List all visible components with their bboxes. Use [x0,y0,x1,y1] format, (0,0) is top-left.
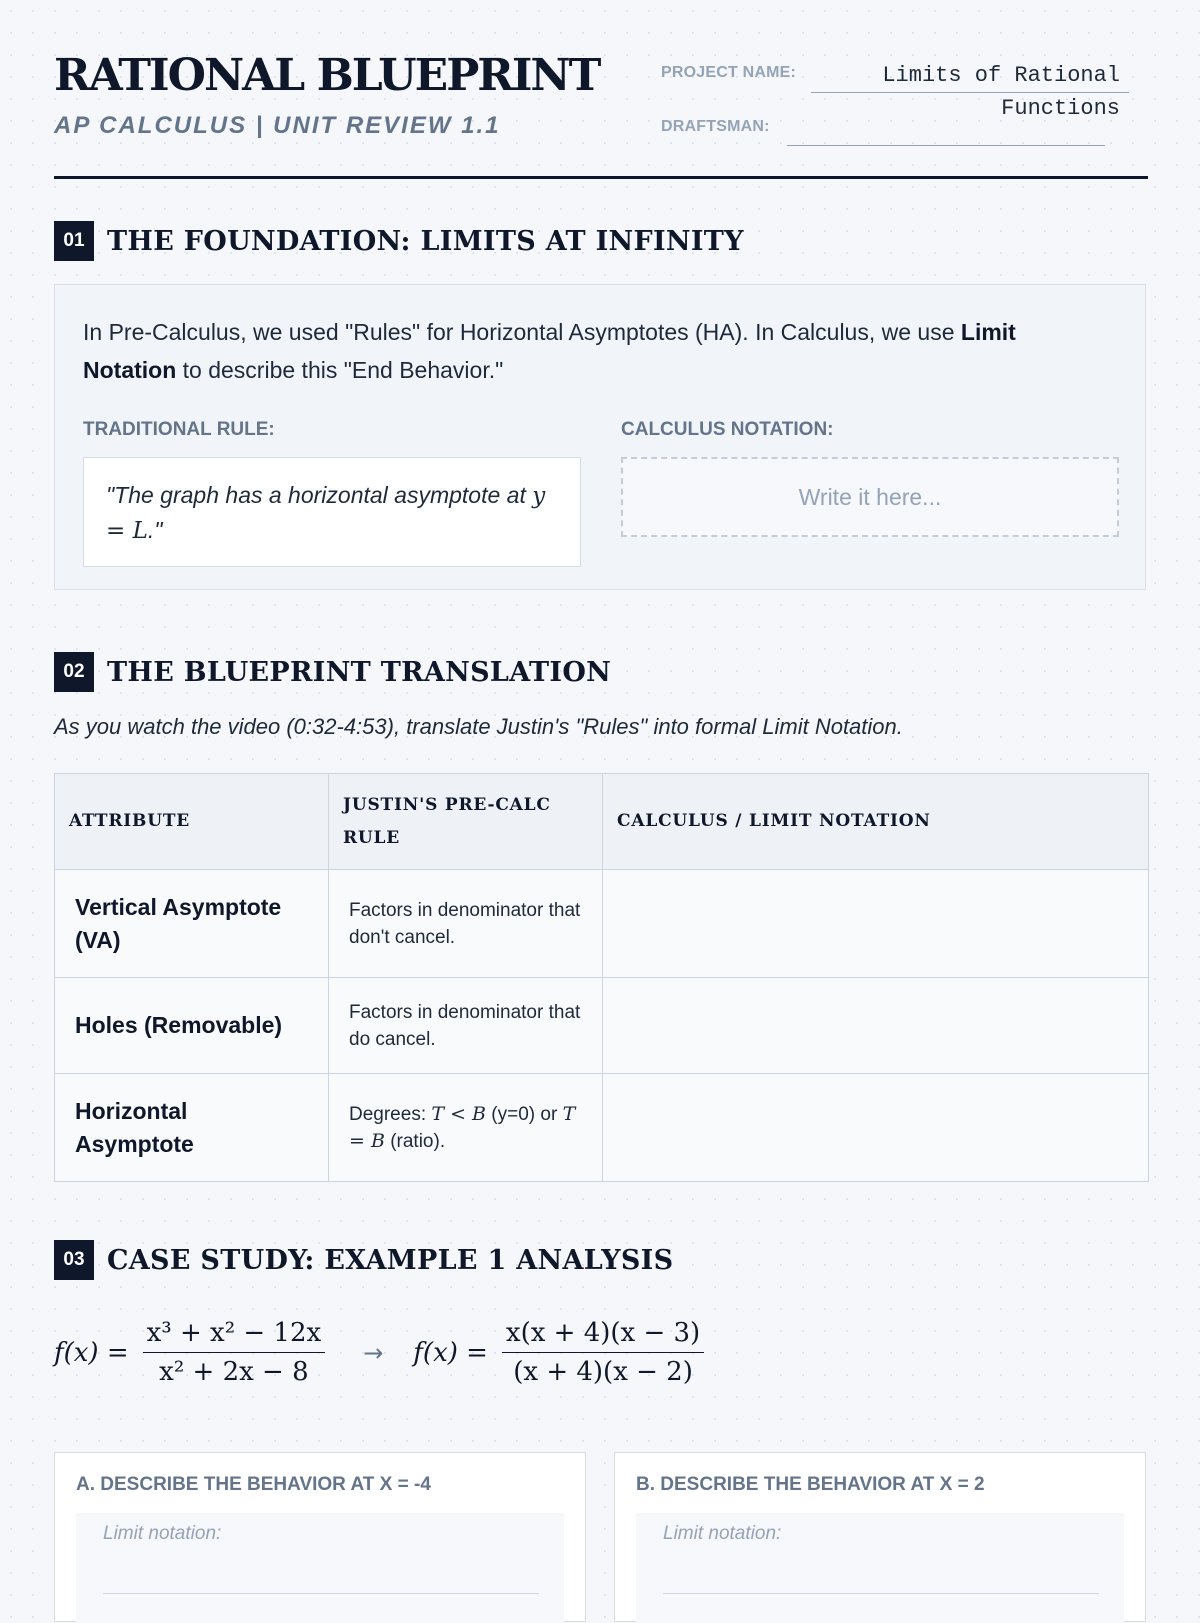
section-3-heading [54,1240,673,1280]
limit-notation-placeholder: Limit notation: [103,1523,222,1544]
case-card-title: B. DESCRIBE THE BEHAVIOR AT X = 2 [636,1474,985,1495]
calculus-notation-placeholder: Write it here... [798,483,942,510]
limit-notation-placeholder: Limit notation: [663,1523,782,1544]
notation-answer-cell[interactable] [603,978,1149,1074]
translation-table [54,773,1148,1182]
section-number-badge: 02 [54,652,94,692]
factored-fraction [502,1318,704,1387]
rule-cell: Factors in denominator that don't cancel. [329,870,603,978]
limit-notation-input[interactable] [76,1513,564,1623]
fraction-denominator: x² + 2x − 8 [159,1357,309,1387]
case-card-a [54,1452,586,1622]
column-header-rule: JUSTIN'S PRE-CALC RULE [329,774,603,870]
example-equation [54,1318,712,1387]
fraction-denominator: (x + 4)(x − 2) [513,1357,693,1387]
project-name-field[interactable]: Limits of Rational Functions [882,63,1120,121]
case-card-b [614,1452,1146,1622]
draftsman-label: DRAFTSMAN: [661,118,770,135]
foundation-panel [54,284,1146,590]
draftsman-underline [787,145,1105,146]
section-title: THE FOUNDATION: LIMITS AT INFINITY [107,225,744,257]
page-title: RATIONAL BLUEPRINT [54,50,600,101]
section-title: THE BLUEPRINT TRANSLATION [107,656,612,688]
answer-line [663,1593,1099,1594]
column-header-notation: CALCULUS / LIMIT NOTATION [603,774,1149,870]
table-row [55,1074,1149,1182]
project-name-label: PROJECT NAME: [661,64,797,81]
fraction-numerator: x³ + x² − 12x [143,1318,326,1353]
notation-answer-cell[interactable] [603,1074,1149,1182]
attribute-cell: Horizontal Asymptote [55,1074,329,1182]
rule-cell: Factors in denominator that do cancel. [329,978,603,1074]
attribute-cell: Holes (Removable) [55,978,329,1074]
calculus-notation-label: CALCULUS NOTATION: [621,419,834,440]
rule-cell: Degrees: T < B (y=0) or T = B (ratio). [329,1074,603,1182]
table-row [55,978,1149,1074]
section-number-badge: 03 [54,1240,94,1280]
calculus-notation-input[interactable] [621,457,1119,537]
section-number-badge: 01 [54,221,94,261]
worksheet-header [54,0,1148,179]
original-fraction [143,1318,326,1387]
arrow-icon: → [363,1338,384,1367]
instruction-text: As you watch the video (0:32-4:53), translate Justin's "Rules" into formal Limit Notation. [54,714,903,739]
column-header-attribute: ATTRIBUTE [55,774,329,870]
case-card-title: A. DESCRIBE THE BEHAVIOR AT X = -4 [76,1474,431,1495]
traditional-rule-label: TRADITIONAL RULE: [83,419,275,440]
worksheet-page [54,0,1148,1544]
answer-line [103,1593,539,1594]
section-1-heading [54,221,744,261]
equation-lhs: f(x) = [54,1337,129,1368]
fraction-numerator: x(x + 4)(x − 3) [502,1318,704,1353]
section-title: CASE STUDY: EXAMPLE 1 ANALYSIS [107,1244,674,1276]
section-2-heading [54,652,611,692]
project-name-underline [811,92,1129,93]
traditional-rule-box: "The graph has a horizontal asymptote at y = L." [83,457,581,567]
attribute-cell: Vertical Asymptote (VA) [55,870,329,978]
page-subtitle: AP CALCULUS | UNIT REVIEW 1.1 [54,112,501,139]
intro-paragraph: In Pre-Calculus, we used "Rules" for Horizontal Asymptotes (HA). In Calculus, we use Limit Notation to describe this "End Behavior." [83,319,1016,383]
table-row [55,870,1149,978]
limit-notation-input[interactable] [636,1513,1124,1623]
equation-lhs: f(x) = [413,1337,488,1368]
notation-answer-cell[interactable] [603,870,1149,978]
